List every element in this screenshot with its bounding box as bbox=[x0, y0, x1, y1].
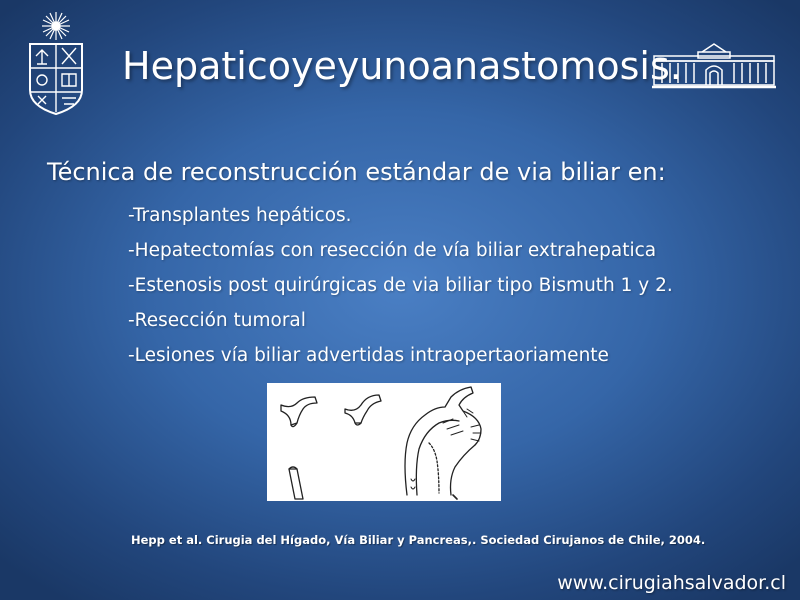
bullet-item: -Transplantes hepáticos. bbox=[128, 205, 352, 226]
bullet-item: -Lesiones vía biliar advertidas intraopertaoriamente bbox=[128, 345, 609, 366]
slide-heading: Técnica de reconstrucción estándar de via biliar en: bbox=[47, 158, 666, 186]
bullet-item: -Resección tumoral bbox=[128, 310, 306, 331]
slide-title: Hepaticoyeyunoanastomosis. bbox=[122, 44, 682, 88]
building-facade-icon bbox=[652, 42, 776, 90]
bullet-item: -Hepatectomías con resección de vía biliar extrahepatica bbox=[128, 240, 657, 261]
bullet-list bbox=[128, 202, 673, 377]
bile-duct-anastomosis-illustration bbox=[267, 383, 501, 501]
university-crest-icon bbox=[20, 8, 92, 120]
bullet-item: -Estenosis post quirúrgicas de via biliar tipo Bismuth 1 y 2. bbox=[128, 275, 673, 296]
website-url: www.cirugiahsalvador.cl bbox=[557, 572, 786, 594]
citation: Hepp et al. Cirugia del Hígado, Vía Biliar y Pancreas,. Sociedad Cirujanos de Chile, 2004. bbox=[131, 533, 706, 547]
